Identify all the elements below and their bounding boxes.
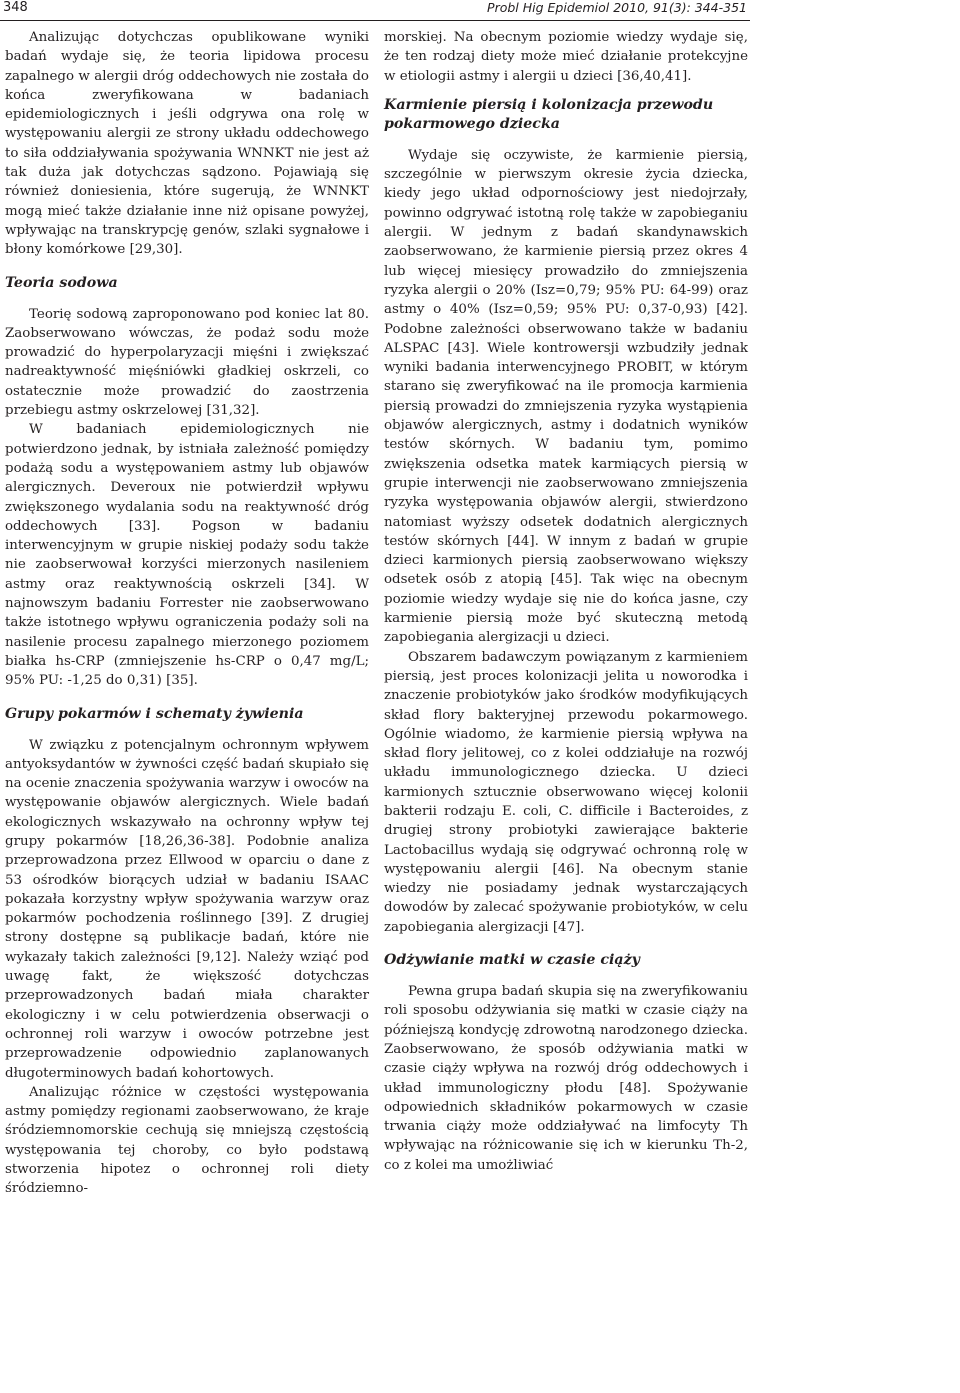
paragraph-sodium-theory-intro: Teorię sodową zaproponowano pod koniec lat 80. Zaobserwowano wówczas, że podaż sodu może prowadzić do hyperpolaryzacji mięśni i zwiększać nadreaktywność mięśniówki gładkiej oskrzeli, co ostatecznie może prowadzić do zaostrzenia przebiegu astmy oskrzelowej [31,32]. [5, 306, 369, 419]
paragraph-lipid-theory-conclusion: Analizując dotychczas opublikowane wyniki badań wydaje się, że teoria lipidowa procesu zapalnego w alergii dróg oddechowych nie została do końca zweryfikowana w badaniach epidemiologicznych i jeśli odgrywa ona rolę w występowaniu alergii ze strony układu oddechowego to siła oddziaływania spożywania WNNKT nie jest aż tak duża jak dotychczas sądzono. Pojawiają się również doniesienia, które sugerują, że WNNKT mogą mieć także działanie inne niż opisane powyżej, wpływając na transkrypcję genów, szlaki sygnałowe i błony komórkowe [29,30]. [5, 30, 369, 258]
page-header [0, 0, 750, 21]
paragraph-breastfeeding: Wydaje się oczywiste, że karmienie piersią, szczególnie w pierwszym okresie życia dziecka, kiedy jego układ odpornościowy jest niedojrzały, powinno odgrywać istotną rolę także w zapobieganiu alergii. W jednym z badań skandynawskich zaobserwowano, że karmienie piersią przez okres 4 lub więcej miesięcy prowadziło do zmniejszenia ryzyka alergii o 20% (Isz=0,79; 95% PU: 64-99) oraz astmy o 40% (Isz=0,59; 95% PU: 0,37-0,93) [42]. Podobne zależności obserwowano także w badaniu ALSPAC [43]. Wiele kontrowersji wzbudziły jednak wyniki badania interwencyjnego PROBIT, w którym starano się zweryfikować na ile promocja karmienia piersią prowadzi do zmniejszenia ryzyka wystąpienia objawów alergicznych, astmy i dodatnich wyników testów skórnych. W badaniu tym, pomimo zwiększenia odsetka matek karmiących piersią w grupie interwencji nie zaobserwowano zmniejszenia ryzyka występowania objawów alergii, stwierdzono natomiast wyższy odsetek dodatnich alergicznych testów skórnych [44]. W innym z badań w grupie dzieci karmionych piersią zaobserwowano większy odsetek osób z atopią [45]. Tak więc na obecnym poziomie wiedzy wydaje się nie do końca jasne, czy karmienie piersią może być skuteczną metodą zapobiegania alergizacji u dzieci. [384, 147, 748, 646]
paragraph-mediterranean-continued: morskiej. Na obecnym poziomie wiedzy wydaje się, że ten rodzaj diety może mieć działanie protekcyjne w etiologii astmy i alergii u dzieci [36,40,41]. [384, 30, 748, 84]
paragraph-antioxidants: W związku z potencjalnym ochronnym wpływem antyoksydantów w żywności część badań skupiało się na ocenie znaczenia spożywania warzyw i owoców na występowanie objawów alergicznych. Wiele badań ekologicznych wskazywało na ochronny wpływ tej grupy pokarmów [18,26,36-38]. Podobnie analiza przeprowadzona przez Ellwood w oparciu o dane z 53 ośrodków biorących udział w badaniu ISAAC pokazała korzystny wpływ spożywania warzyw oraz pokarmów pochodzenia roślinnego [39]. Z drugiej strony dostępne są publikacje badań, które nie wykazały takich zależności [9,12]. Należy wziąć pod uwagę fakt, że większość dotychczas przeprowadzonych badań miała charakter ekologiczny i w celu potwierdzenia obserwacji o ochronnej roli warzyw i owoców potrzebne jest przeprowadzenie odpowiednio zaplanowanych długoterminowych badań kohortowych. [5, 737, 369, 1081]
section-heading-food-groups: Grupy pokarmów i schematy żywienia [5, 705, 304, 722]
page-number: 348 [3, 0, 28, 15]
paragraph-sodium-studies: W badaniach epidemiologicznych nie potwierdzono jednak, by istniała zależność pomiędzy podażą sodu a występowaniem astmy lub objawów alergicznych. Deveroux nie potwierdził wpływu zwiększonego wydalania sodu na reaktywność dróg oddechowych [33]. Pogson w badaniu interwencyjnym w grupie niskiej podaży sodu także nie zaobserwował korzyści mierzonych nasileniem astmy oraz reaktywnością oskrzeli [34]. W najnowszym badaniu Forrester nie zaobserwowano także istotnego wpływu ograniczenia podaży soli na nasilenie procesu zapalnego mierzonego poziomem białka hs-CRP (zmniejszenie hs-CRP o 0,47 mg/L; 95% PU: -1,25 do 0,31) [35]. [5, 422, 369, 689]
section-heading-sodium-theory: Teoria sodowa [5, 274, 118, 291]
section-heading-breastfeeding: Karmienie piersią i kolonizacja przewodu pokarmowego dziecka [384, 96, 714, 132]
left-column [5, 28, 369, 1199]
paragraph-mediterranean: Analizując różnice w częstości występowania astmy pomiędzy regionami zaobserwowano, że kraje śródziemnomorskie cechują się mniejszą częstością występowania tej choroby, co było podstawą stworzenia hipotez o ochronnej roli diety śródziemno- [5, 1084, 369, 1197]
journal-reference: Probl Hig Epidemiol 2010, 91(3): 344-351 [487, 0, 747, 15]
paragraph-colonization-probiotics: Obszarem badawczym powiązanym z karmieniem piersią, jest proces kolonizacji jelita u noworodka i znaczenie probiotyków jako środków modyfikujących skład flory bakteryjnej przewodu pokarmowego. Ogólnie wiadomo, że karmienie piersią wpływa na skład flory jelitowej, co z kolei oddziałuje na rozwój układu immunologicznego dziecka. U dzieci karmionych sztucznie obserwowano więcej kolonii bakterii rodzaju E. coli, C. difficile i Bacteroides, z drugiej strony probiotyki zawierające bakterie Lactobacillus wydają się odgrywać ochronną rolę w występowaniu alergii [46]. Na obecnym stanie wiedzy nie posiadamy jednak wystarczających dowodów by zalecać spożywanie probiotyków, w celu zapobiegania alergizacji [47]. [384, 649, 748, 935]
paragraph-maternal-nutrition: Pewna grupa badań skupia się na zweryfikowaniu roli sposobu odżywiania się matki w czasie ciąży na późniejszą kondycję zdrowotną narodzonego dziecka. Zaobserwowano, że sposób odżywiania matki w czasie ciąży wpływa na rozwój dróg oddechowych i układ immunologiczny płodu [48]. Spożywanie odpowiednich składników pokarmowych w czasie trwania ciąży może oddziaływać na limfocyty Th wpływając na różnicowanie się ich w kierunku Th-2, co z kolei ma umożliwiać [384, 984, 748, 1173]
right-column [384, 28, 748, 1175]
section-heading-maternal-nutrition: Odżywianie matki w czasie ciąży [384, 952, 640, 969]
